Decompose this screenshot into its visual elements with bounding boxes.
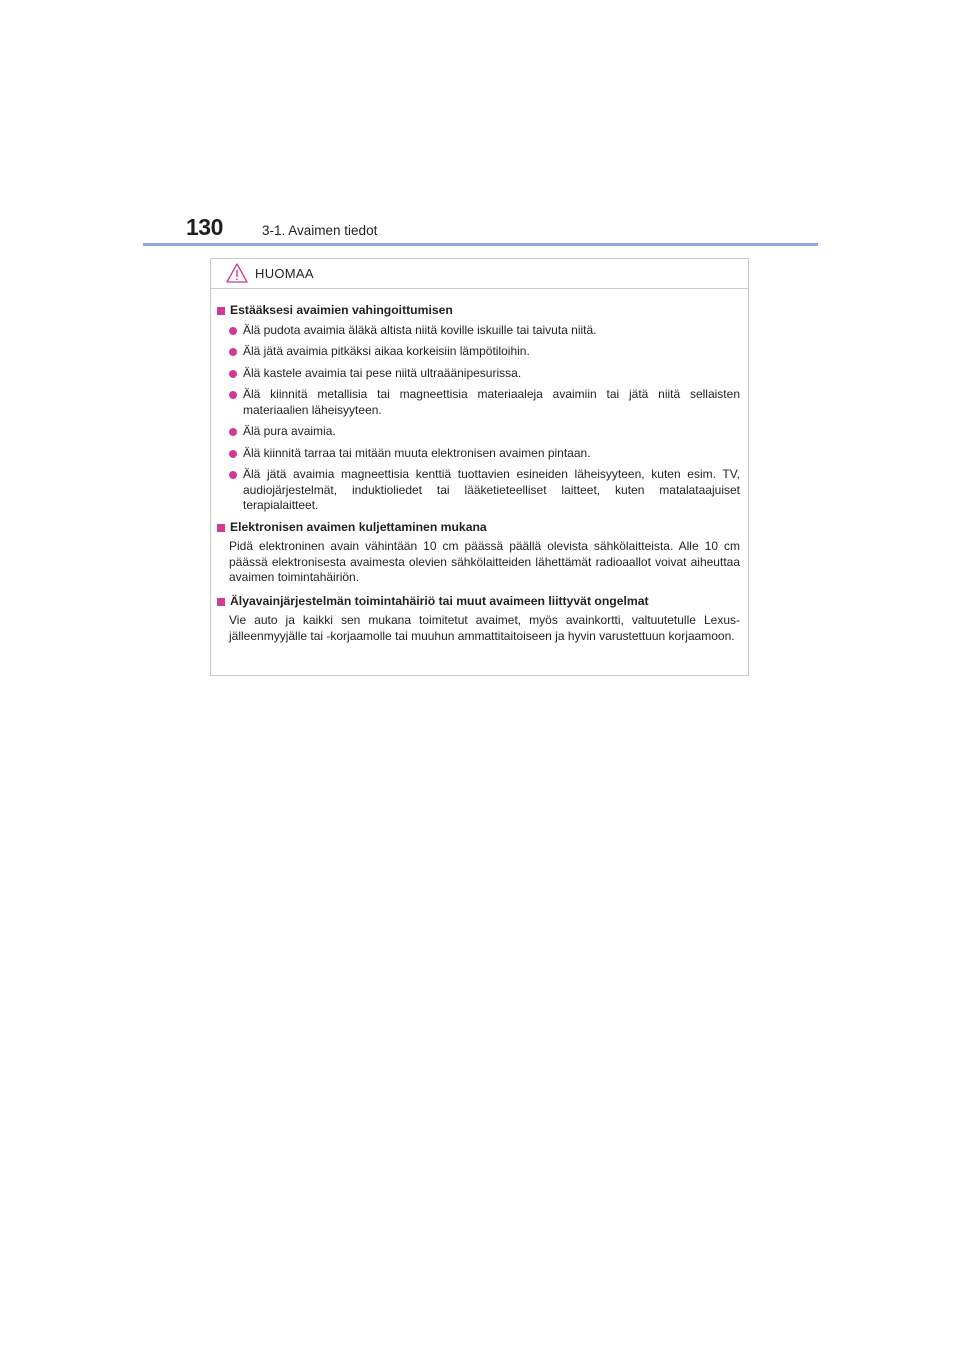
dot-bullet-icon [229, 327, 237, 335]
notice-title: HUOMAA [255, 266, 314, 281]
section-title: 3-1. Avaimen tiedot [262, 223, 378, 238]
list-item [217, 344, 740, 360]
square-bullet-icon [217, 307, 225, 315]
list-item-text: Älä kiinnitä tarraa tai mitään muuta elektronisen avaimen pintaan. [243, 445, 591, 460]
notice-body [211, 289, 748, 644]
list-item-text: Älä jätä avaimia magneettisia kenttiä tuottavien esineiden läheisyyteen, kuten esim. TV, audiojärjestelmät, induktioliedet tai lääketieteelliset laitteet, kuten matalataajuiset terapialaitteet. [243, 467, 740, 512]
list-item [217, 387, 740, 418]
list-item [217, 446, 740, 462]
list-item-text: Älä jätä avaimia pitkäksi aikaa korkeisiin lämpötiloihin. [243, 344, 530, 358]
section-key-damage [217, 303, 740, 514]
notice-header [211, 259, 748, 289]
list-item [217, 323, 740, 339]
section-carrying-key [217, 520, 740, 586]
list-item [217, 424, 740, 440]
dot-bullet-icon [229, 348, 237, 356]
section-heading-text: Estääksesi avaimien vahingoittumisen [230, 303, 453, 317]
dot-bullet-icon [229, 450, 237, 458]
list-item-text: Älä kiinnitä metallisia tai magneettisia materiaaleja avaimiin tai jätä niitä sellaisten materiaalien läheisyyteen. [243, 387, 740, 417]
section-malfunction [217, 594, 740, 645]
header-rule [143, 243, 818, 246]
square-bullet-icon [217, 598, 225, 606]
list-item-text: Älä pura avaimia. [243, 424, 336, 438]
section-heading-text: Älyavainjärjestelmän toimintahäiriö tai muut avaimeen liittyvät ongelmat [230, 593, 649, 608]
section-paragraph: Vie auto ja kaikki sen mukana toimitetut avaimet, myös avainkortti, valtuutetulle Lexus-jälleenmyyjälle tai -korjaamolle tai muuhun ammattitaitoiseen ja hyvin varustettuun korjaamoon. [229, 613, 740, 643]
section-paragraph: Pidä elektroninen avain vähintään 10 cm päässä päällä olevista sähkölaitteista. Alle 10 cm päässä elektronisesta avaimesta olevien sähkölaitteiden lähettämät radioaallot voivat aiheuttaa avaimen toimintahäiriön. [229, 539, 740, 584]
section-heading [217, 520, 740, 536]
list-item-text: Älä kastele avaimia tai pese niitä ultraäänipesurissa. [243, 365, 522, 380]
notice-box [210, 258, 749, 676]
dot-bullet-icon [229, 391, 237, 399]
dot-bullet-icon [229, 471, 237, 479]
section-heading [217, 303, 740, 319]
page-number: 130 [186, 214, 223, 240]
section-heading-text: Elektronisen avaimen kuljettaminen mukana [230, 519, 487, 534]
square-bullet-icon [217, 524, 225, 532]
list-item [217, 467, 740, 514]
section-heading [217, 594, 740, 610]
list-item [217, 366, 740, 382]
list-item-text: Älä pudota avaimia äläkä altista niitä koville iskuille tai taivuta niitä. [243, 322, 597, 337]
dot-bullet-icon [229, 428, 237, 436]
dot-bullet-icon [229, 370, 237, 378]
warning-triangle-icon [226, 263, 248, 283]
